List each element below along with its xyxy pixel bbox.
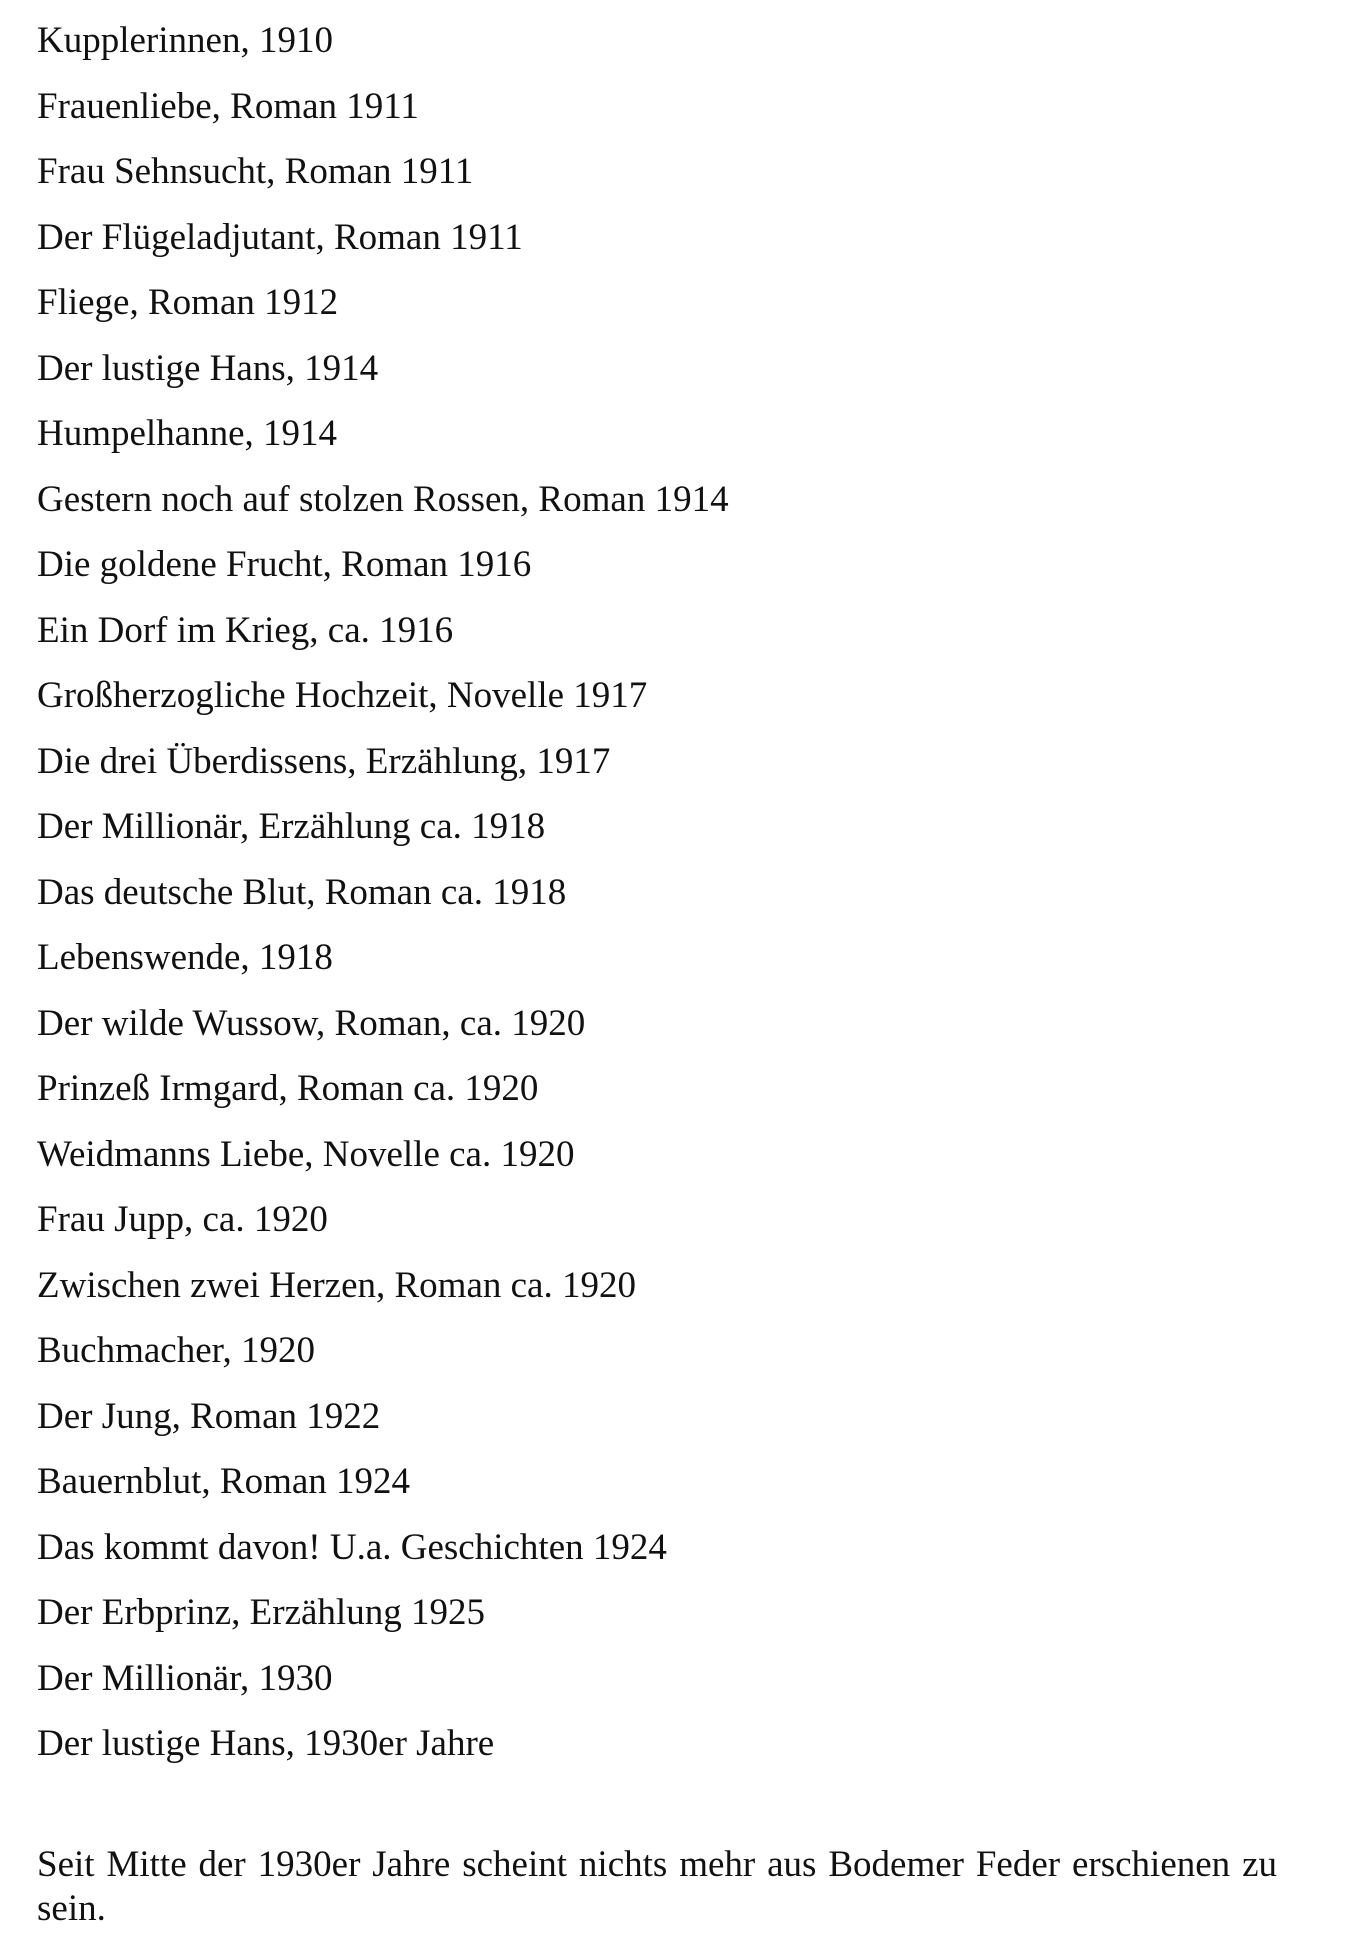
work-entry: Der Millionär, Erzählung ca. 1918	[37, 806, 546, 847]
work-entry: Kupplerinnen, 1910	[37, 20, 333, 61]
work-entry: Großherzogliche Hochzeit, Novelle 1917	[37, 675, 648, 716]
work-entry: Die goldene Frucht, Roman 1916	[37, 544, 532, 585]
work-entry: Frauenliebe, Roman 1911	[37, 85, 419, 127]
work-entry: Der Millionär, 1930	[37, 1657, 333, 1699]
work-entry: Der Jung, Roman 1922	[37, 1395, 381, 1437]
work-entry: Frau Sehnsucht, Roman 1911	[37, 151, 474, 192]
work-entry: Der lustige Hans, 1930er Jahre	[37, 1723, 495, 1764]
closing-paragraph: Seit Mitte der 1930er Jahre scheint nichts mehr aus Bodemer Feder erschienen zu sein.	[37, 1844, 1277, 1929]
work-entry: Weidmanns Liebe, Novelle ca. 1920	[37, 1133, 575, 1175]
work-entry: Der Flügeladjutant, Roman 1911	[37, 216, 523, 258]
work-entry: Die drei Überdissens, Erzählung, 1917	[37, 740, 611, 782]
work-entry: Der wilde Wussow, Roman, ca. 1920	[37, 1002, 586, 1044]
work-entry: Prinzeß Irmgard, Roman ca. 1920	[37, 1068, 539, 1109]
work-entry: Frau Jupp, ca. 1920	[37, 1199, 328, 1240]
work-entry: Das kommt davon! U.a. Geschichten 1924	[37, 1526, 667, 1568]
work-entry: Lebenswende, 1918	[37, 937, 333, 978]
work-entry: Humpelhanne, 1914	[37, 413, 338, 454]
work-entry: Bauernblut, Roman 1924	[37, 1461, 411, 1502]
work-entry: Zwischen zwei Herzen, Roman ca. 1920	[37, 1264, 636, 1306]
work-entry: Der Erbprinz, Erzählung 1925	[37, 1592, 485, 1633]
work-entry: Gestern noch auf stolzen Rossen, Roman 1914	[37, 478, 729, 520]
work-entry: Fliege, Roman 1912	[37, 282, 339, 323]
work-entry: Buchmacher, 1920	[37, 1330, 315, 1371]
work-entry: Der lustige Hans, 1914	[37, 347, 379, 389]
work-entry: Das deutsche Blut, Roman ca. 1918	[37, 871, 567, 913]
works-list	[37, 8, 729, 1777]
work-entry: Ein Dorf im Krieg, ca. 1916	[37, 609, 454, 651]
